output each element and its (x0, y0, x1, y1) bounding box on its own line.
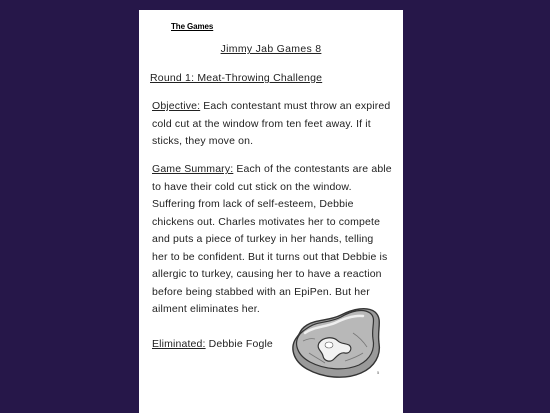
round-heading: Round 1: Meat-Throwing Challenge (150, 72, 323, 84)
steak-illustration (283, 303, 385, 381)
objective-text: Each contestant must throw an expired cold cut at the window from ten feet away. If it sticks, they move on. (152, 100, 391, 147)
eliminated-text: Debbie Fogle (205, 338, 273, 350)
objective-paragraph (152, 98, 392, 151)
eliminated-label: Eliminated: (152, 338, 206, 350)
page-title: Jimmy Jab Games 8 (220, 43, 322, 55)
summary-label: Game Summary: (152, 163, 234, 175)
header-title: The Games (171, 22, 214, 31)
summary-paragraph (152, 161, 392, 319)
objective-label: Objective: (152, 100, 201, 112)
summary-text: Each of the contestants are able to have their cold cut stick on the window. Suffering from lack of self-esteem, Debbie chickens out. Charles motivates her to compete and puts a piece of turkey in her hands, telling her to be confident. But it turns out that Debbie is allergic to turkey, causing her to have a reaction before being stabbed with an EpiPen. But her ailment eliminates her. (152, 163, 392, 315)
document-page (139, 10, 403, 413)
page-number: 5 (377, 370, 380, 375)
